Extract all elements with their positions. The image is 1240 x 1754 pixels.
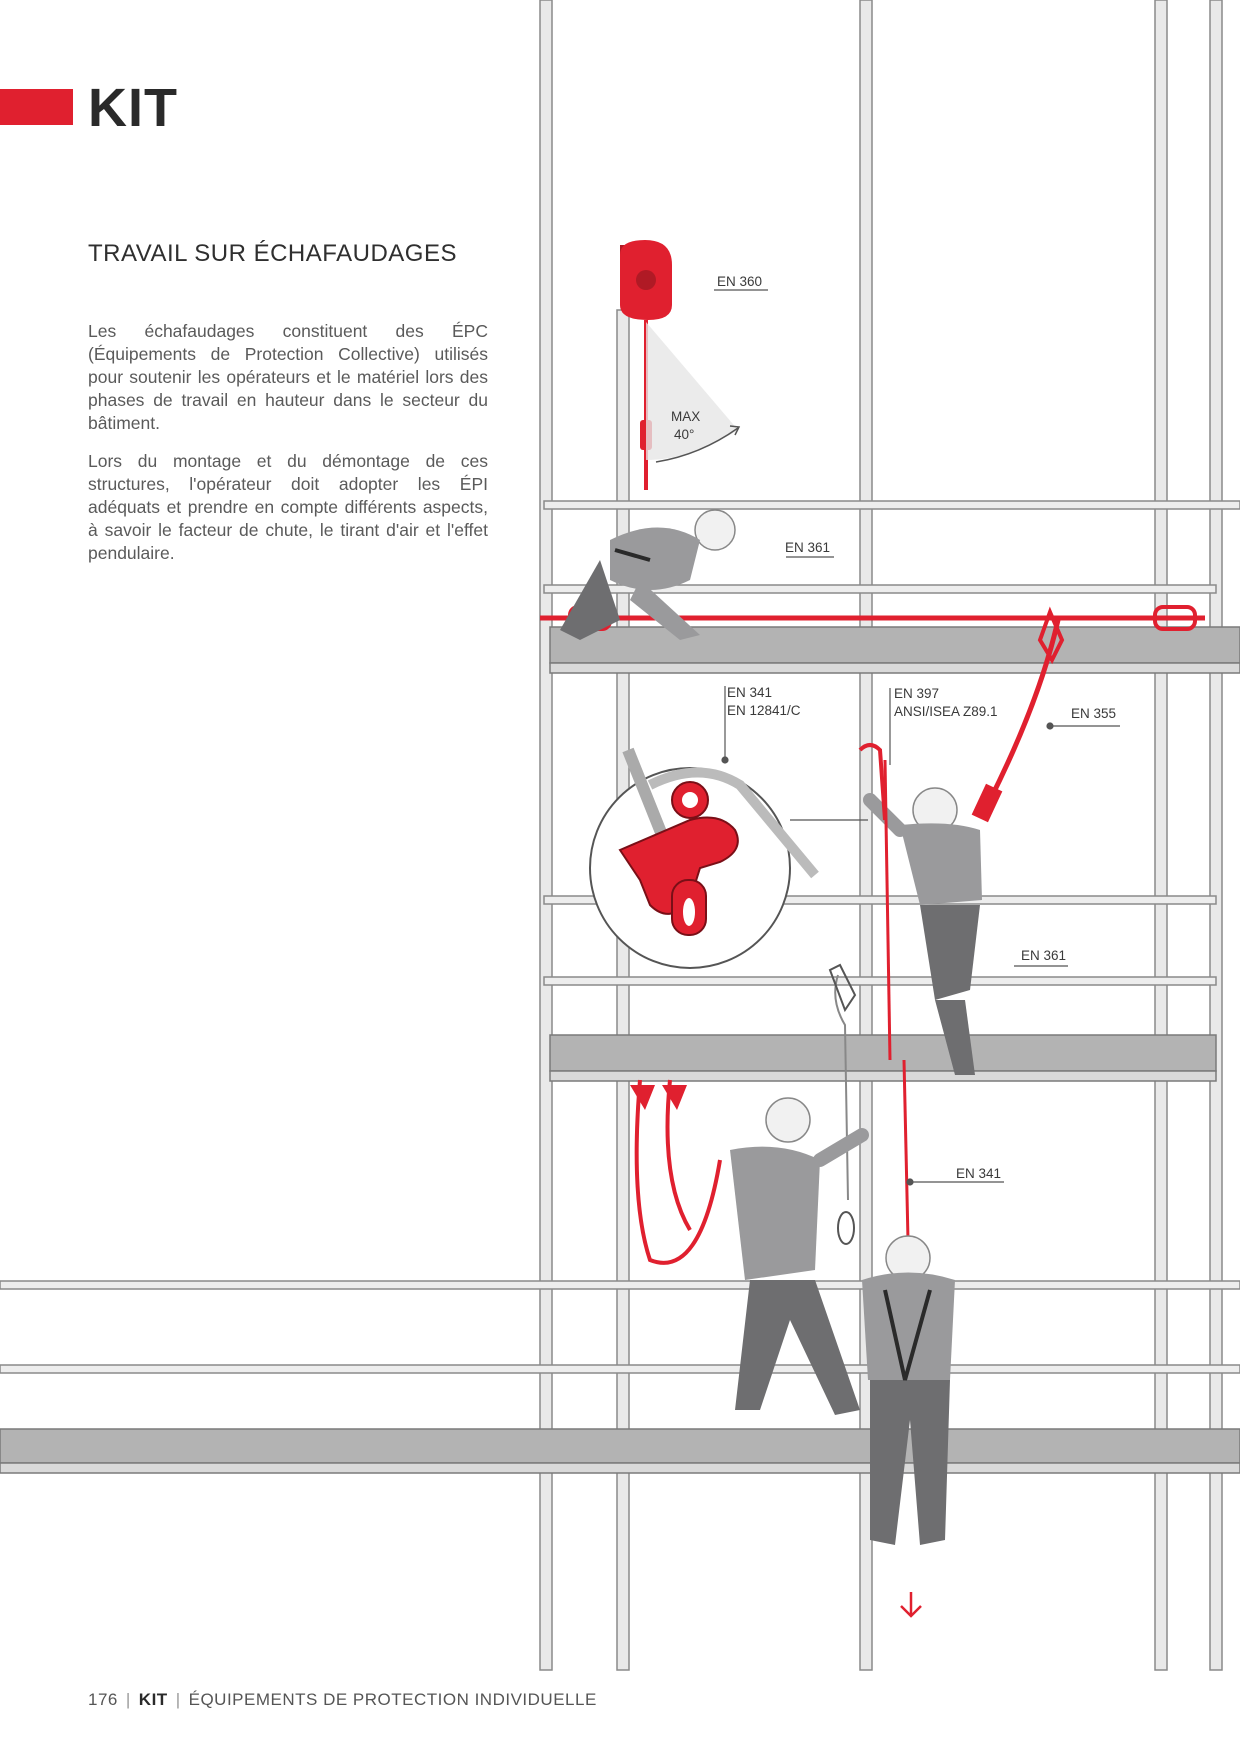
platform-edge [550, 1071, 1216, 1081]
footer-title: ÉQUIPEMENTS DE PROTECTION INDIVIDUELLE [188, 1690, 597, 1709]
guard-rail [544, 501, 1240, 509]
platform-edge [0, 1463, 1240, 1473]
descender-detail [590, 750, 868, 968]
page-footer: 176 | KIT | ÉQUIPEMENTS DE PROTECTION INDIVIDUELLE [88, 1690, 597, 1709]
intro-paragraph: Les échafaudages constituent des ÉPC (Équipements de Protection Collective) utilisés pour soutenir les opérateurs et le matériel lors des phases de travail en hauteur dans le secteur du bâtiment. [88, 321, 488, 433]
label-en341-a: EN 341 [727, 685, 773, 700]
footer-section: KIT [138, 1690, 168, 1709]
label-ansi: ANSI/ISEA Z89.1 [894, 704, 998, 719]
label-en361-top: EN 361 [785, 540, 831, 555]
page-title: KIT [88, 78, 178, 138]
platform-deck [0, 1429, 1240, 1463]
label-en355: EN 355 [1071, 706, 1117, 721]
platform-deck [550, 627, 1240, 663]
section-title: TRAVAIL SUR ÉCHAFAUDAGES [88, 240, 457, 267]
scaffold-post [540, 0, 552, 1670]
label-en397: EN 397 [894, 686, 940, 701]
scaffold-post [1155, 0, 1167, 1670]
safety-paragraph: Lors du montage et du démontage de ces structures, l'opérateur doit adopter les ÉPI adéquats et prendre en compte différents aspects, à savoir le facteur de chute, le tirant d'air et l'effet pendulaire. [88, 451, 488, 563]
label-max: MAX [671, 409, 701, 424]
guard-rail [544, 977, 1216, 985]
label-en361-mid: EN 361 [1021, 948, 1067, 963]
arrow-down-icon [901, 1592, 921, 1616]
label-en360: EN 360 [717, 274, 763, 289]
scaffold-post [1210, 0, 1222, 1670]
page-number: 176 [88, 1690, 118, 1709]
grey-lanyard [830, 965, 855, 1244]
label-en12841: EN 12841/C [727, 703, 801, 718]
platform-edge [550, 663, 1240, 673]
label-angle: 40° [674, 427, 695, 442]
platform-deck [550, 1035, 1216, 1071]
label-en341-b: EN 341 [956, 1166, 1002, 1181]
worker-climbing [860, 745, 982, 1075]
guard-rail [0, 1281, 1240, 1289]
guard-rail [0, 1365, 1240, 1373]
